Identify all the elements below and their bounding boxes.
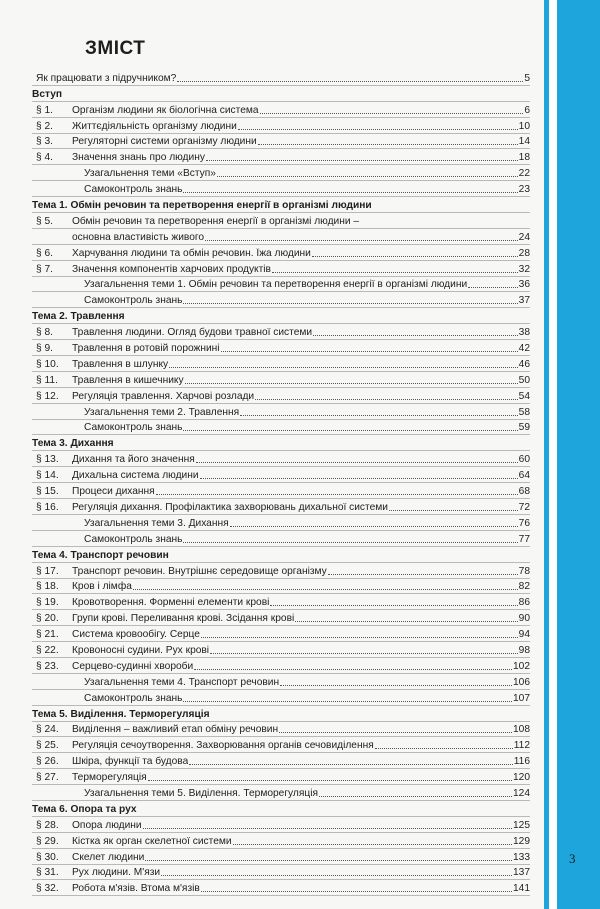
toc-entry-title: Регуляція дихання. Профілактика захворювань дихальної системи [72, 501, 388, 513]
toc-entry-title: Узагальнення теми 2. Травлення [84, 406, 240, 418]
toc-entry-title: Самоконтроль знань [84, 422, 183, 434]
toc-entry-number: § 22. [36, 644, 59, 656]
toc-entry-title: Тема 1. Обмін речовин та перетворення енергії в організмі людини [32, 200, 372, 212]
toc-entry[interactable] [32, 817, 530, 833]
toc-dot-leader [156, 494, 518, 495]
toc-entry-title: Самоконтроль знань [84, 533, 183, 545]
toc-entry-title: Опора людини [72, 819, 142, 831]
toc-page-number: 98 [518, 644, 530, 656]
toc-page-number: 18 [518, 152, 530, 164]
toc-entry[interactable] [32, 372, 530, 388]
toc-entry[interactable] [32, 499, 530, 515]
toc-entry-title: Робота м'язів. Втома м'язів [72, 883, 200, 895]
toc-page-number: 37 [518, 295, 530, 307]
toc-entry-number: § 24. [36, 724, 59, 736]
toc-page-number: 137 [513, 867, 530, 879]
page-title: ЗМІСТ [85, 38, 146, 59]
toc-entry-title: Система кровообігу. Серце [72, 629, 200, 641]
toc-entry-number: § 32. [36, 883, 59, 895]
toc-entry-title: Значення компонентів харчових продуктів [72, 263, 271, 275]
toc-entry-title: Життєдіяльність організму людини [72, 120, 237, 132]
toc-entry-title: Групи крові. Переливання крові. Зсідання крові [72, 613, 295, 625]
toc-entry-title: Травлення людини. Огляд будови травної системи [72, 327, 313, 339]
toc-page-number: 50 [518, 374, 530, 386]
toc-page-number: 82 [518, 581, 530, 593]
toc-entry[interactable] [32, 292, 530, 308]
toc-section-heading[interactable] [32, 197, 530, 213]
toc-dot-leader [280, 685, 512, 686]
toc-entry[interactable] [32, 149, 530, 165]
toc-dot-leader [196, 462, 518, 463]
toc-page-number: 60 [518, 454, 530, 466]
toc-entry-title: Тема 4. Транспорт речовин [32, 549, 169, 561]
toc-dot-leader [143, 828, 512, 829]
toc-entry-title: Самоконтроль знань [84, 295, 183, 307]
toc-entry[interactable] [32, 213, 530, 229]
toc-entry[interactable] [32, 610, 530, 626]
toc-dot-leader [148, 780, 512, 781]
toc-entry[interactable] [32, 181, 530, 197]
toc-page-number: 42 [518, 343, 530, 355]
toc-page-number: 28 [518, 247, 530, 259]
toc-page-number: 90 [518, 613, 530, 625]
toc-entry[interactable] [32, 865, 530, 881]
toc-entry[interactable] [32, 833, 530, 849]
toc-entry-title: Регуляція сечоутворення. Захворювання органів сечовиділення [72, 740, 374, 752]
toc-page-number: 5 [524, 72, 530, 84]
toc-dot-leader [183, 303, 517, 304]
table-of-contents [32, 70, 530, 896]
toc-entry-number: § 7. [36, 263, 53, 275]
toc-dot-leader [313, 335, 518, 336]
toc-entry-number: § 5. [36, 215, 53, 227]
toc-entry[interactable] [32, 769, 530, 785]
toc-dot-leader [375, 748, 513, 749]
toc-entry[interactable] [32, 261, 530, 277]
toc-dot-leader [183, 701, 512, 702]
toc-entry[interactable] [32, 753, 530, 769]
toc-entry[interactable] [32, 229, 530, 245]
toc-entry-title: Травлення в кишечнику [72, 374, 184, 386]
toc-entry-title: Узагальнення теми 5. Виділення. Терморегуляція [84, 787, 318, 799]
toc-entry-title: Харчування людини та обмін речовин. Їжа людини [72, 247, 311, 259]
toc-entry[interactable] [32, 118, 530, 134]
toc-entry-title: Тема 5. Виділення. Терморегуляція [32, 708, 210, 720]
toc-entry-number: § 11. [36, 374, 58, 386]
toc-entry-number: § 21. [36, 629, 59, 641]
toc-dot-leader [270, 605, 517, 606]
toc-dot-leader [258, 144, 518, 145]
toc-entry[interactable] [32, 451, 530, 467]
toc-entry[interactable] [32, 849, 530, 865]
toc-dot-leader [183, 192, 517, 193]
toc-entry-title: Кров і лімфа [72, 581, 132, 593]
toc-entry[interactable] [32, 594, 530, 610]
toc-entry-number: § 28. [36, 819, 59, 831]
toc-entry-number: § 31. [36, 867, 59, 879]
toc-entry[interactable] [32, 880, 530, 896]
toc-page-number: 24 [518, 231, 530, 243]
toc-dot-leader [183, 542, 517, 543]
toc-entry[interactable] [32, 785, 530, 801]
toc-page-number: 54 [518, 390, 530, 402]
toc-entry-title: Як працювати з підручником? [36, 72, 177, 84]
toc-entry-title: Самоконтроль знань [84, 184, 183, 196]
toc-entry-number: § 2. [36, 120, 53, 132]
toc-dot-leader [206, 160, 518, 161]
toc-dot-leader [255, 399, 518, 400]
toc-entry-title: Регуляція травлення. Харчові розлади [72, 390, 255, 402]
toc-page-number: 77 [518, 533, 530, 545]
toc-dot-leader [145, 860, 512, 861]
toc-entry-title: Шкіра, функції та будова [72, 756, 189, 768]
toc-entry-title: Тема 6. Опора та рух [32, 803, 137, 815]
toc-entry[interactable] [32, 324, 530, 340]
toc-dot-leader [468, 287, 518, 288]
toc-entry[interactable] [32, 134, 530, 150]
toc-entry-number: § 17. [36, 565, 59, 577]
toc-page-number: 68 [518, 486, 530, 498]
toc-entry-title: Рух людини. М'язи [72, 867, 161, 879]
toc-entry-title: Значення знань про людину [72, 152, 205, 164]
toc-entry-number: § 15. [36, 486, 59, 498]
toc-entry-title: Терморегуляція [72, 772, 147, 784]
toc-section-heading[interactable] [32, 801, 530, 817]
toc-page-number: 14 [518, 136, 530, 148]
toc-entry-title: Травлення в шлунку [72, 358, 169, 370]
toc-dot-leader [194, 669, 512, 670]
toc-entry-title: Дихання та його значення [72, 454, 195, 466]
toc-dot-leader [177, 81, 523, 82]
toc-page-number: 106 [513, 676, 530, 688]
toc-entry[interactable] [32, 483, 530, 499]
toc-entry[interactable] [32, 737, 530, 753]
toc-entry[interactable] [32, 388, 530, 404]
toc-entry[interactable] [32, 579, 530, 595]
toc-entry[interactable] [32, 722, 530, 738]
toc-entry-title: Кровотворення. Форменні елементи крові [72, 597, 270, 609]
toc-entry[interactable] [32, 515, 530, 531]
toc-entry-title: Організм людини як біологічна система [72, 104, 259, 116]
toc-dot-leader [210, 653, 518, 654]
toc-dot-leader [389, 510, 518, 511]
toc-entry-title: Виділення – важливий етап обміну речовин [72, 724, 279, 736]
toc-page-number: 64 [518, 470, 530, 482]
toc-entry-title: Регуляторні системи організму людини [72, 136, 257, 148]
toc-entry[interactable] [32, 356, 530, 372]
toc-entry-number: § 30. [36, 851, 59, 863]
toc-entry-number: § 1. [36, 104, 53, 116]
toc-dot-leader [328, 574, 518, 575]
toc-entry-title: Самоконтроль знань [84, 692, 183, 704]
toc-dot-leader [183, 430, 517, 431]
toc-entry-number: § 8. [36, 327, 53, 339]
toc-dot-leader [238, 129, 518, 130]
toc-entry[interactable] [32, 467, 530, 483]
toc-dot-leader [185, 383, 518, 384]
toc-section-heading[interactable] [32, 86, 530, 102]
toc-entry[interactable] [32, 70, 530, 86]
toc-entry[interactable] [32, 165, 530, 181]
toc-dot-leader [230, 526, 518, 527]
toc-dot-leader [161, 875, 512, 876]
toc-entry-title: Травлення в ротовій порожнині [72, 343, 220, 355]
toc-entry-title: Дихальна система людини [72, 470, 199, 482]
toc-section-heading[interactable] [32, 547, 530, 563]
toc-dot-leader [233, 844, 512, 845]
toc-entry-title: Узагальнення теми «Вступ» [84, 168, 216, 180]
toc-entry-title: Тема 2. Травлення [32, 311, 125, 323]
toc-entry[interactable] [32, 420, 530, 436]
toc-entry[interactable] [32, 277, 530, 293]
toc-page-number: 86 [518, 597, 530, 609]
toc-page-number: 22 [518, 168, 530, 180]
toc-page-number: 78 [518, 565, 530, 577]
toc-entry[interactable] [32, 340, 530, 356]
toc-page-number: 125 [513, 819, 530, 831]
toc-page-number: 108 [513, 724, 530, 736]
toc-entry-number: § 29. [36, 835, 59, 847]
toc-page-number: 46 [518, 358, 530, 370]
toc-page-number: 133 [513, 851, 530, 863]
toc-entry[interactable] [32, 404, 530, 420]
toc-dot-leader [201, 637, 518, 638]
toc-dot-leader [279, 732, 512, 733]
toc-entry-number: § 20. [36, 613, 59, 625]
toc-page-number: 107 [513, 692, 530, 704]
toc-entry-number: § 26. [36, 756, 59, 768]
toc-entry-title: Узагальнення теми 1. Обмін речовин та перетворення енергії в організмі людини [84, 279, 468, 291]
toc-dot-leader [221, 351, 518, 352]
toc-page-number: 32 [518, 263, 530, 275]
toc-dot-leader [240, 415, 518, 416]
toc-page-number: 141 [513, 883, 530, 895]
toc-page-number: 6 [524, 104, 530, 116]
toc-entry-number: § 19. [36, 597, 59, 609]
toc-page-number: 36 [518, 279, 530, 291]
toc-entry-number: § 10. [36, 358, 59, 370]
toc-entry-number: § 12. [36, 390, 59, 402]
toc-section-heading[interactable] [32, 706, 530, 722]
toc-page-number: 76 [518, 517, 530, 529]
toc-entry-number: § 25. [36, 740, 59, 752]
toc-entry-number: § 14. [36, 470, 59, 482]
toc-entry-title: Процеси дихання [72, 486, 155, 498]
toc-dot-leader [217, 176, 518, 177]
toc-dot-leader [295, 621, 517, 622]
toc-entry-number: § 4. [36, 152, 53, 164]
toc-dot-leader [169, 367, 518, 368]
toc-page-number: 116 [513, 756, 530, 768]
toc-entry-title: Обмін речовин та перетворення енергії в організмі людини – [72, 215, 360, 227]
toc-dot-leader [260, 113, 524, 114]
toc-entry[interactable] [32, 531, 530, 547]
toc-entry-title: Вступ [32, 88, 63, 100]
toc-entry-title: Узагальнення теми 4. Транспорт речовин [84, 676, 280, 688]
side-white-stripe [549, 0, 557, 909]
toc-entry-title: основна властивість живого [72, 231, 205, 243]
toc-entry-number: § 27. [36, 772, 59, 784]
toc-dot-leader [312, 256, 518, 257]
toc-entry-title: Транспорт речовин. Внутрішнє середовище організму [72, 565, 327, 577]
toc-entry-number: § 16. [36, 501, 59, 513]
toc-page-number: 124 [513, 787, 530, 799]
toc-entry[interactable] [32, 626, 530, 642]
toc-page-number: 72 [518, 501, 530, 513]
toc-entry-title: Узагальнення теми 3. Дихання [84, 517, 229, 529]
toc-entry-number: § 13. [36, 454, 59, 466]
toc-entry-number: § 3. [36, 136, 53, 148]
toc-entry[interactable] [32, 658, 530, 674]
toc-page-number: 94 [518, 629, 530, 641]
toc-entry[interactable] [32, 563, 530, 579]
toc-entry-number: § 6. [36, 247, 53, 259]
toc-entry[interactable] [32, 642, 530, 658]
toc-section-heading[interactable] [32, 435, 530, 451]
toc-page-number: 102 [513, 660, 530, 672]
toc-entry-title: Кровоносні судини. Рух крові [72, 644, 210, 656]
toc-page-number: 112 [513, 740, 530, 752]
toc-entry[interactable] [32, 102, 530, 118]
toc-entry[interactable] [32, 245, 530, 261]
toc-page-number: 23 [518, 184, 530, 196]
toc-section-heading[interactable] [32, 308, 530, 324]
toc-entry-number: § 9. [36, 343, 53, 355]
toc-entry-title: Тема 3. Дихання [32, 438, 114, 450]
toc-entry-title: Серцево-судинні хвороби [72, 660, 194, 672]
page-number: 3 [569, 851, 576, 866]
toc-dot-leader [201, 891, 512, 892]
toc-entry-number: § 18. [36, 581, 59, 593]
toc-page-number: 58 [518, 406, 530, 418]
toc-entry-title: Кістка як орган скелетної системи [72, 835, 232, 847]
toc-dot-leader [319, 796, 512, 797]
toc-entry[interactable] [32, 690, 530, 706]
toc-entry-title: Скелет людини [72, 851, 145, 863]
toc-page-number: 59 [518, 422, 530, 434]
toc-dot-leader [200, 478, 518, 479]
toc-dot-leader [272, 272, 518, 273]
toc-page-number: 120 [513, 772, 530, 784]
toc-page-number: 38 [518, 327, 530, 339]
toc-entry-number: § 23. [36, 660, 59, 672]
toc-dot-leader [189, 764, 513, 765]
toc-dot-leader [205, 240, 518, 241]
toc-dot-leader [133, 589, 518, 590]
toc-page-number: 129 [513, 835, 530, 847]
toc-page-number: 10 [518, 120, 530, 132]
toc-entry[interactable] [32, 674, 530, 690]
